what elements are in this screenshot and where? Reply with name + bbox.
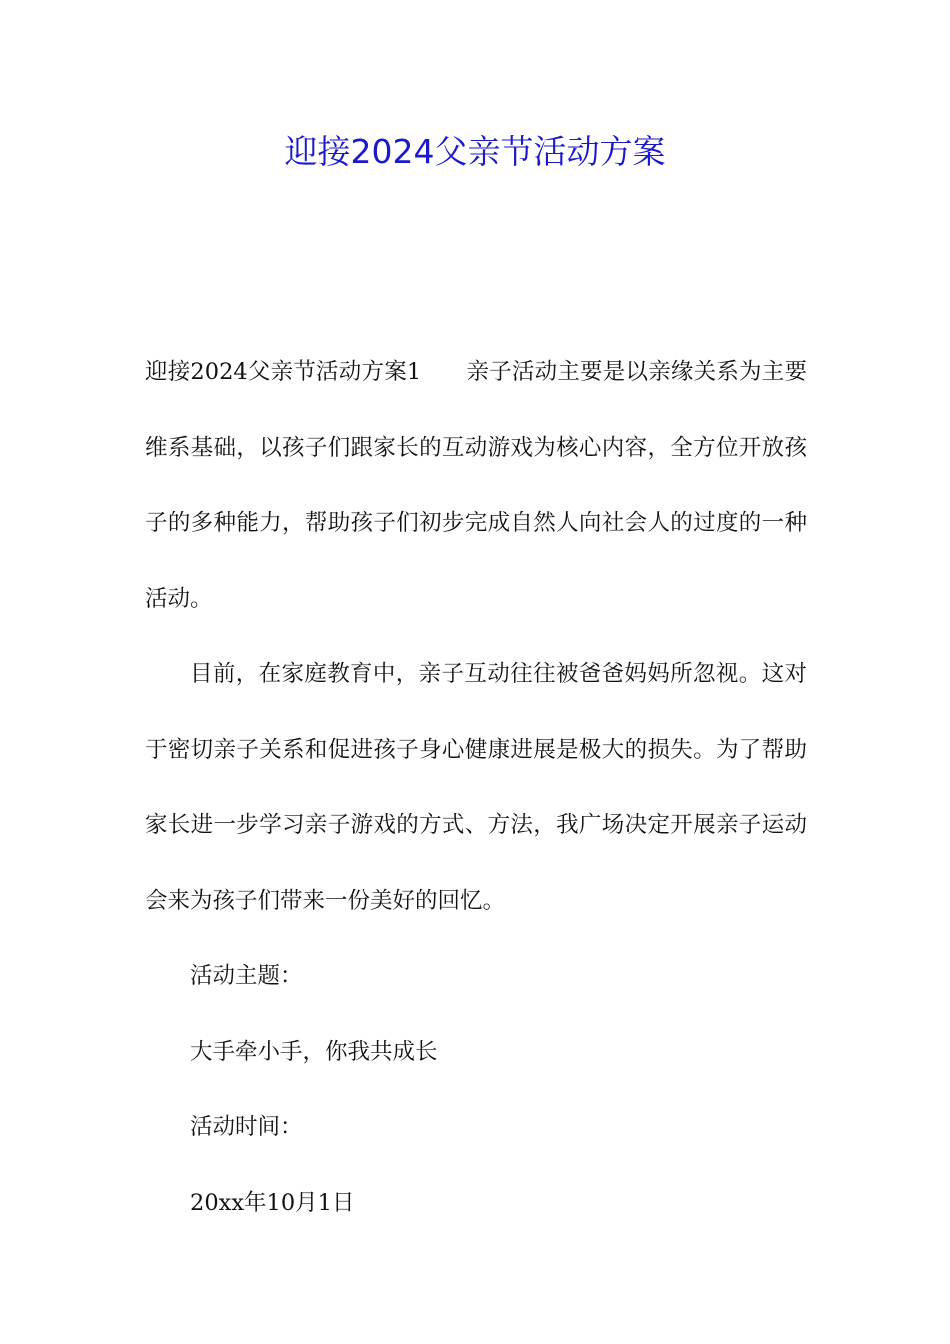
section-heading: 迎接2024父亲节活动方案1: [145, 359, 422, 385]
paragraph-time-label: 活动时间：: [190, 1114, 303, 1140]
document-title: 迎接2024父亲节活动方案: [284, 132, 666, 171]
paragraph-time-value: 20xx年10月1日: [190, 1189, 355, 1216]
paragraph-theme-label: 活动主题：: [190, 963, 303, 989]
paragraph-background: 目前，在家庭教育中，亲子互动往往被爸爸妈妈所忽视。这对于密切亲子关系和促进孩子身心健康进展是极大的损失。为了帮助家长进一步学习亲子游戏的方式、方法，我广场决定开展亲子运动会来为孩子们带来一份美好的回忆。: [145, 661, 807, 914]
document-body: [145, 335, 807, 1241]
paragraph-theme-value: 大手牵小手，你我共成长: [190, 1038, 438, 1065]
paragraph-intro-text: 亲子活动主要是以亲缘关系为主要维系基础，以孩子们跟家长的互动游戏为核心内容，全方位开放孩子的多种能力，帮助孩子们初步完成自然人向社会人的过度的一种活动。: [145, 359, 807, 612]
paragraph-intro: [145, 335, 807, 637]
